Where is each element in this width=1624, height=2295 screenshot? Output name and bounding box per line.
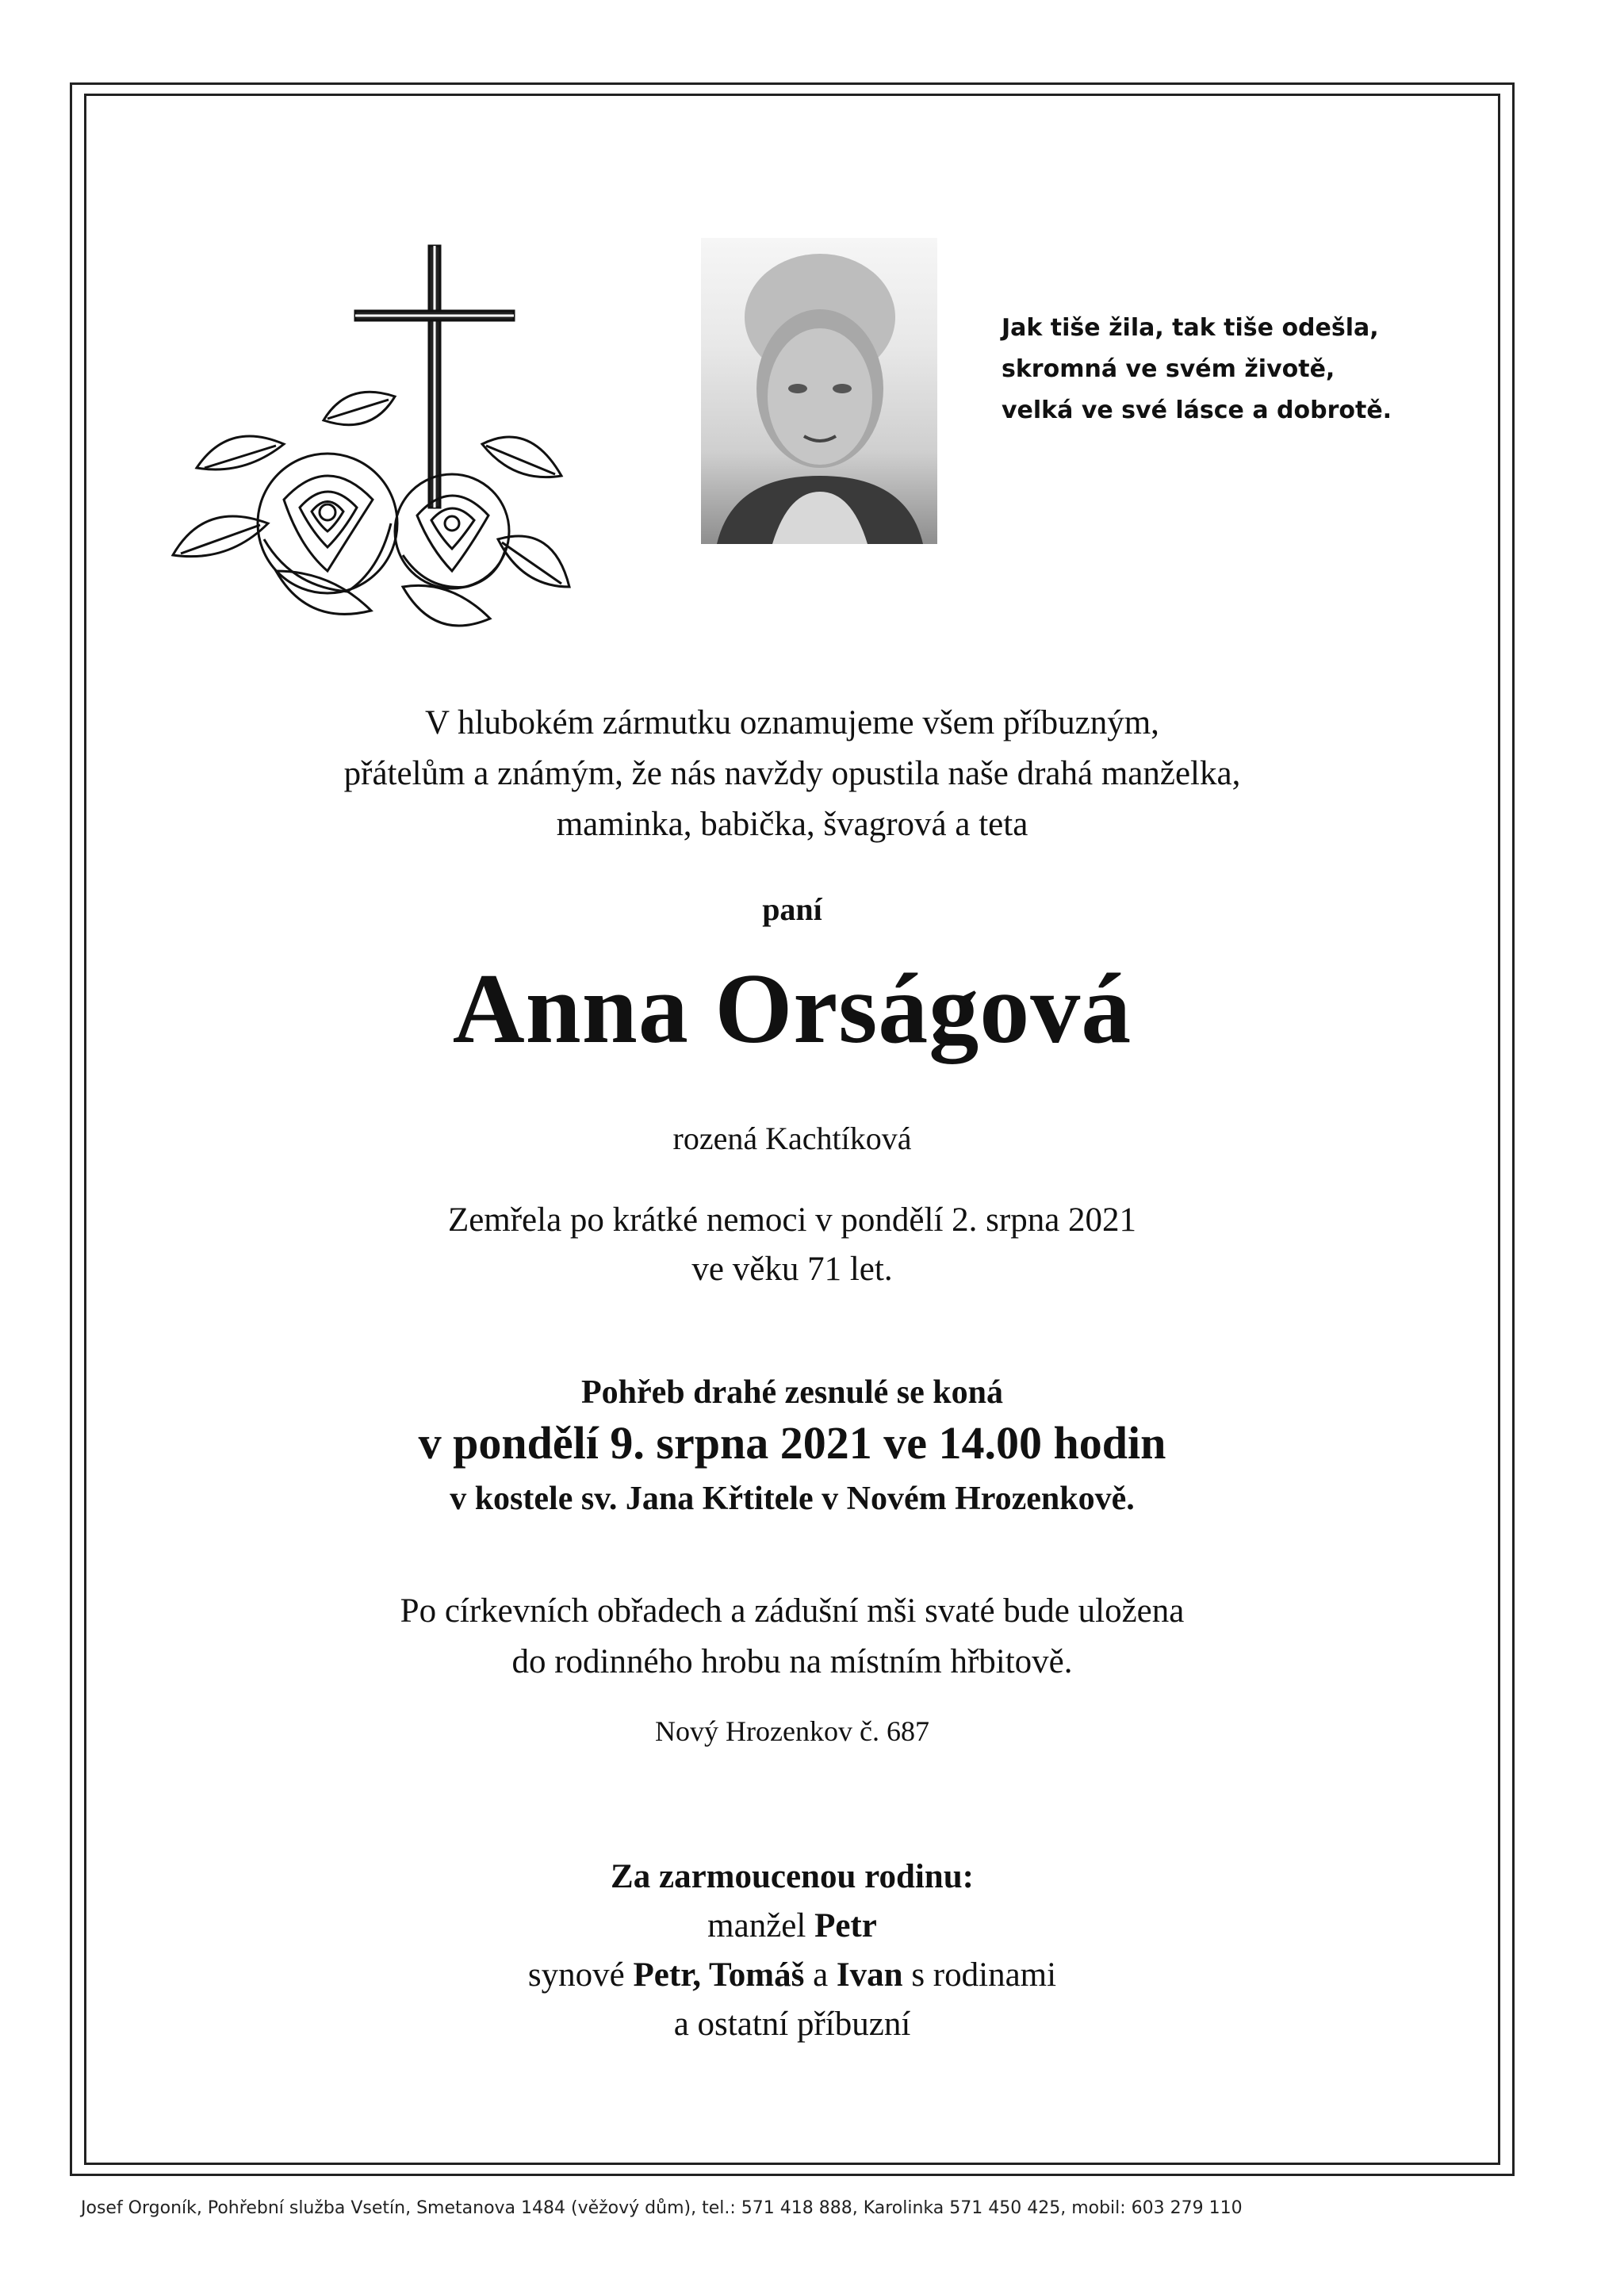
funeral-date: v pondělí 9. srpna 2021 ve 14.00 hodin [418,1417,1166,1469]
motto [1002,308,1414,431]
sons-prefix: synové [527,1956,625,1994]
maiden-name: rozená Kachtíková [672,1121,912,1156]
mourner-sons [84,1951,1500,2000]
intro-line: maminka, babička, švagrová a teta [556,806,1028,843]
sons-and: a [813,1956,829,1994]
funeral-service-footer: Josef Orgoník, Pohřební služba Vsetín, Smetanova 1484 (věžový dům), tel.: 571 418 888, Karolinka 571 450 425, mobil: 603 279 110 [81,2198,1243,2218]
funeral-title: Pohřeb drahé zesnulé se koná [580,1374,1003,1411]
death-line: ve věku 71 let. [691,1251,893,1288]
burial-info [84,1586,1500,1688]
honorific: paní [762,891,822,927]
portrait-photo [701,238,937,544]
announcement-intro [84,698,1500,850]
mourner-husband [84,1902,1500,1951]
cross-with-roses-icon [165,238,577,666]
intro-line: V hlubokém zármutku oznamujeme všem příbuzným, [425,704,1159,741]
intro-line: přátelům a známým, že nás navždy opustila naše drahá manželka, [343,755,1241,792]
funeral-place: v kostele sv. Jana Křtitele v Novém Hrozenkově. [450,1481,1135,1517]
mourners-heading: Za zarmoucenou rodinu: [611,1858,974,1895]
burial-line: Po církevních obřadech a zádušní mši svaté bude uložena [400,1592,1185,1630]
deceased-name: Anna Orságová [452,954,1132,1064]
motto-line: skromná ve svém životě, [1002,355,1335,383]
sons-names: Petr, Tomáš [633,1956,805,1994]
mourner-others: a ostatní příbuzní [673,2006,911,2043]
death-info [84,1196,1500,1294]
sons-last: Ivan [836,1956,903,1994]
husband-name: Petr [814,1907,877,1944]
address: Nový Hrozenkov č. 687 [655,1715,929,1747]
burial-line: do rodinného hrobu na místním hřbitově. [511,1643,1073,1680]
motto-line: velká ve své lásce a dobrotě. [1002,397,1392,424]
motto-line: Jak tiše žila, tak tiše odešla, [1002,314,1379,342]
death-line: Zemřela po krátké nemoci v pondělí 2. srpna 2021 [447,1201,1137,1239]
mourners [84,1852,1500,2049]
sons-suffix: s rodinami [911,1956,1057,1994]
husband-prefix: manžel [707,1907,806,1944]
